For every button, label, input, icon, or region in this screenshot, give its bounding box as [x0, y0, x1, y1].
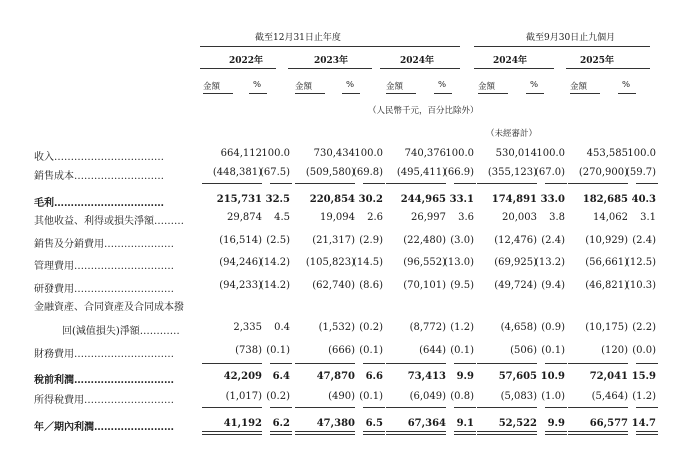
- cell-amount: (5,083): [500, 391, 537, 402]
- cell-percent: 33.1: [449, 194, 474, 205]
- cell-amount: (509,580): [305, 167, 355, 178]
- cell-amount: 47,380: [316, 418, 355, 429]
- col-header-percent: %: [530, 80, 539, 90]
- cell-amount: (644): [419, 345, 446, 356]
- col-header-amount: 金額: [570, 82, 588, 92]
- cell-percent: (2.4): [632, 235, 656, 246]
- cell-percent: 4.5: [274, 212, 290, 223]
- cell-amount: 52,522: [498, 418, 537, 429]
- total-rule: [636, 431, 658, 435]
- total-rule: [295, 431, 355, 435]
- cell-amount: 19,094: [320, 212, 355, 223]
- total-rule: [386, 183, 446, 184]
- cell-percent: (9.5): [450, 280, 474, 291]
- total-rule: [568, 183, 628, 184]
- cell-percent: 33.0: [540, 194, 565, 205]
- cell-amount: 730,434: [313, 148, 355, 159]
- cell-percent: (66.9): [444, 167, 475, 178]
- cell-percent: (9.4): [541, 280, 565, 291]
- cell-percent: 9.9: [547, 418, 565, 429]
- year-rule-2022: [200, 68, 276, 69]
- total-rule: [270, 407, 292, 408]
- cell-amount: 182,685: [582, 194, 628, 205]
- cell-percent: (67.5): [260, 167, 291, 178]
- total-rule: [477, 363, 537, 364]
- row-label: 所得稅費用………………………: [34, 395, 174, 406]
- col-header-rule: [249, 93, 267, 94]
- cell-amount: (70,101): [403, 280, 446, 291]
- total-rule: [202, 363, 262, 364]
- cell-percent: (1.2): [450, 322, 474, 333]
- col-header-rule: [342, 93, 360, 94]
- year-rule-2024-nine: [474, 68, 554, 69]
- total-rule: [202, 407, 262, 408]
- col-header-amount: 金額: [386, 82, 404, 92]
- cell-amount: 66,577: [589, 418, 628, 429]
- cell-amount: 14,062: [593, 212, 628, 223]
- cell-percent: (2.2): [632, 322, 656, 333]
- cell-percent: 100.0: [627, 148, 656, 159]
- total-rule: [636, 183, 658, 184]
- cell-amount: 67,364: [407, 418, 446, 429]
- cell-percent: (13.2): [535, 257, 566, 268]
- cell-amount: (495,411): [396, 167, 446, 178]
- row-label: 銷售及分銷費用…………………: [34, 239, 174, 250]
- cell-percent: (0.1): [266, 345, 290, 356]
- cell-percent: (14.2): [260, 280, 291, 291]
- row-label: 金融資產、合同資產及合同成本撥: [34, 302, 184, 313]
- cell-percent: 6.5: [365, 418, 383, 429]
- cell-amount: (22,480): [403, 235, 446, 246]
- cell-amount: (1,017): [225, 391, 262, 402]
- total-rule: [295, 363, 355, 364]
- cell-amount: 664,112: [220, 148, 262, 159]
- total-rule: [363, 431, 385, 435]
- cell-amount: (96,552): [403, 257, 446, 268]
- col-header-rule: [434, 93, 452, 94]
- cell-amount: (120): [601, 345, 628, 356]
- cell-amount: (49,724): [494, 280, 537, 291]
- cell-percent: 3.6: [458, 212, 474, 223]
- total-rule: [454, 363, 476, 364]
- cell-amount: (105,823): [305, 257, 355, 268]
- cell-percent: 100.0: [354, 148, 383, 159]
- cell-percent: (3.0): [450, 235, 474, 246]
- cell-percent: (14.2): [260, 257, 291, 268]
- total-rule: [454, 431, 476, 435]
- cell-percent: (69.8): [353, 167, 384, 178]
- cell-percent: 10.9: [540, 371, 565, 382]
- col-header-rule: [570, 93, 600, 94]
- cell-percent: 0.4: [274, 322, 290, 333]
- cell-amount: 72,041: [589, 371, 628, 382]
- cell-percent: (10.3): [626, 280, 657, 291]
- total-rule: [545, 363, 567, 364]
- year-rule-2025-nine: [566, 68, 650, 69]
- cell-amount: 530,014: [495, 148, 537, 159]
- col-header-percent: %: [253, 80, 262, 90]
- cell-percent: (0.8): [450, 391, 474, 402]
- group-header-annual: 截至12月31日止年度: [255, 33, 341, 43]
- cell-amount: (8,772): [409, 322, 446, 333]
- cell-amount: 220,854: [309, 194, 355, 205]
- group-rule-annual: [200, 46, 460, 47]
- cell-amount: (10,929): [585, 235, 628, 246]
- cell-percent: (1.2): [632, 391, 656, 402]
- total-rule: [636, 363, 658, 364]
- cell-amount: (738): [235, 345, 262, 356]
- cell-amount: (1,532): [318, 322, 355, 333]
- cell-amount: 2,335: [233, 322, 262, 333]
- cell-percent: (0.9): [541, 322, 565, 333]
- unit-note: （人民幣千元，百分比除外）: [368, 106, 479, 116]
- total-rule: [454, 183, 476, 184]
- group-rule-nine-months: [474, 46, 650, 47]
- total-rule: [386, 363, 446, 364]
- total-rule: [295, 407, 355, 408]
- row-label: 管理費用…………………………: [34, 261, 174, 272]
- cell-amount: (4,658): [500, 322, 537, 333]
- total-rule: [636, 407, 658, 408]
- cell-amount: (94,233): [219, 280, 262, 291]
- col-header-amount: 金額: [478, 82, 496, 92]
- cell-percent: 2.6: [367, 212, 383, 223]
- cell-percent: (0.1): [359, 391, 383, 402]
- cell-percent: 3.8: [549, 212, 565, 223]
- unaudited-note: （未經審計）: [486, 129, 538, 139]
- year-2024-nine-months: 2024年: [493, 56, 528, 66]
- cell-percent: 30.2: [358, 194, 383, 205]
- cell-amount: 174,891: [491, 194, 537, 205]
- year-2024: 2024年: [400, 56, 435, 66]
- cell-percent: (12.5): [626, 257, 657, 268]
- col-header-amount: 金額: [203, 82, 221, 92]
- cell-percent: (1.0): [541, 391, 565, 402]
- row-label: 其他收益、利得或損失淨額………: [34, 216, 184, 227]
- row-label: 毛利……………………………: [34, 198, 164, 209]
- cell-amount: 20,003: [502, 212, 537, 223]
- cell-amount: 47,870: [316, 371, 355, 382]
- cell-amount: (666): [328, 345, 355, 356]
- col-header-percent: %: [346, 80, 355, 90]
- cell-amount: (16,514): [219, 235, 262, 246]
- cell-percent: 14.7: [631, 418, 656, 429]
- cell-amount: 26,997: [411, 212, 446, 223]
- cell-percent: 40.3: [631, 194, 656, 205]
- cell-amount: (56,661): [585, 257, 628, 268]
- cell-amount: 244,965: [400, 194, 446, 205]
- cell-percent: 6.4: [272, 371, 290, 382]
- total-rule: [477, 407, 537, 408]
- cell-amount: 57,605: [498, 371, 537, 382]
- cell-amount: (62,740): [312, 280, 355, 291]
- col-header-rule: [478, 93, 508, 94]
- cell-amount: 73,413: [407, 371, 446, 382]
- cell-amount: (355,123): [487, 167, 537, 178]
- total-rule: [202, 183, 262, 184]
- cell-percent: (0.2): [266, 391, 290, 402]
- col-header-rule: [618, 93, 636, 94]
- cell-percent: (59.7): [626, 167, 657, 178]
- total-rule: [363, 183, 385, 184]
- row-label: 研發費用…………………………: [34, 284, 174, 295]
- col-header-rule: [203, 93, 233, 94]
- group-header-nine-months: 截至9月30日止九個月: [526, 33, 616, 43]
- cell-amount: (10,175): [585, 322, 628, 333]
- total-rule: [545, 183, 567, 184]
- cell-amount: (69,925): [494, 257, 537, 268]
- row-label: 收入……………………………: [34, 152, 164, 163]
- cell-percent: 32.5: [265, 194, 290, 205]
- cell-percent: (0.1): [359, 345, 383, 356]
- cell-percent: (8.6): [359, 280, 383, 291]
- cell-percent: (0.0): [632, 345, 656, 356]
- total-rule: [363, 407, 385, 408]
- cell-percent: 100.0: [261, 148, 290, 159]
- cell-percent: (0.2): [359, 322, 383, 333]
- row-label: 銷售成本………………………: [34, 171, 164, 182]
- cell-amount: 41,192: [223, 418, 262, 429]
- cell-percent: 9.1: [456, 418, 474, 429]
- total-rule: [270, 363, 292, 364]
- row-label: 回(減值損失)淨額…………: [62, 326, 180, 337]
- total-rule: [454, 407, 476, 408]
- col-header-percent: %: [622, 80, 631, 90]
- cell-percent: 9.9: [456, 371, 474, 382]
- col-header-percent: %: [438, 80, 447, 90]
- cell-percent: 100.0: [536, 148, 565, 159]
- cell-amount: (46,821): [585, 280, 628, 291]
- total-rule: [386, 431, 446, 435]
- cell-percent: (2.5): [266, 235, 290, 246]
- year-rule-2024: [380, 68, 460, 69]
- cell-percent: 100.0: [445, 148, 474, 159]
- cell-amount: (21,317): [312, 235, 355, 246]
- col-header-rule: [295, 93, 325, 94]
- col-header-rule: [386, 93, 416, 94]
- year-rule-2023: [288, 68, 372, 69]
- total-rule: [363, 363, 385, 364]
- year-2022: 2022年: [229, 56, 264, 66]
- year-2025-nine-months: 2025年: [580, 56, 615, 66]
- cell-amount: 215,731: [216, 194, 262, 205]
- col-header-amount: 金額: [295, 82, 313, 92]
- cell-amount: (490): [328, 391, 355, 402]
- cell-percent: (14.5): [353, 257, 384, 268]
- total-rule: [270, 183, 292, 184]
- cell-amount: (270,900): [578, 167, 628, 178]
- cell-percent: (67.0): [535, 167, 566, 178]
- cell-amount: (6,049): [409, 391, 446, 402]
- row-label: 稅前利潤…………………………: [34, 375, 174, 386]
- total-rule: [386, 407, 446, 408]
- total-rule: [568, 363, 628, 364]
- total-rule: [545, 407, 567, 408]
- row-label: 財務費用…………………………: [34, 349, 174, 360]
- cell-amount: (506): [510, 345, 537, 356]
- cell-percent: (0.1): [541, 345, 565, 356]
- cell-amount: (5,464): [591, 391, 628, 402]
- total-rule: [270, 431, 292, 435]
- cell-amount: (94,246): [219, 257, 262, 268]
- total-rule: [568, 431, 628, 435]
- total-rule: [477, 431, 537, 435]
- cell-amount: 42,209: [223, 371, 262, 382]
- cell-percent: 6.2: [272, 418, 290, 429]
- cell-percent: (0.1): [450, 345, 474, 356]
- total-rule: [295, 183, 355, 184]
- cell-percent: (13.0): [444, 257, 475, 268]
- cell-amount: 740,376: [404, 148, 446, 159]
- cell-percent: 15.9: [631, 371, 656, 382]
- cell-percent: (2.9): [359, 235, 383, 246]
- cell-percent: 6.6: [365, 371, 383, 382]
- total-rule: [202, 431, 262, 435]
- cell-percent: 3.1: [640, 212, 656, 223]
- total-rule: [568, 407, 628, 408]
- col-header-rule: [526, 93, 544, 94]
- cell-amount: (448,381): [212, 167, 262, 178]
- row-label: 年／期內利潤……………………: [34, 422, 174, 433]
- cell-amount: (12,476): [494, 235, 537, 246]
- year-2023: 2023年: [314, 56, 349, 66]
- total-rule: [477, 183, 537, 184]
- total-rule: [545, 431, 567, 435]
- cell-amount: 453,585: [586, 148, 628, 159]
- cell-percent: (2.4): [541, 235, 565, 246]
- cell-amount: 29,874: [227, 212, 262, 223]
